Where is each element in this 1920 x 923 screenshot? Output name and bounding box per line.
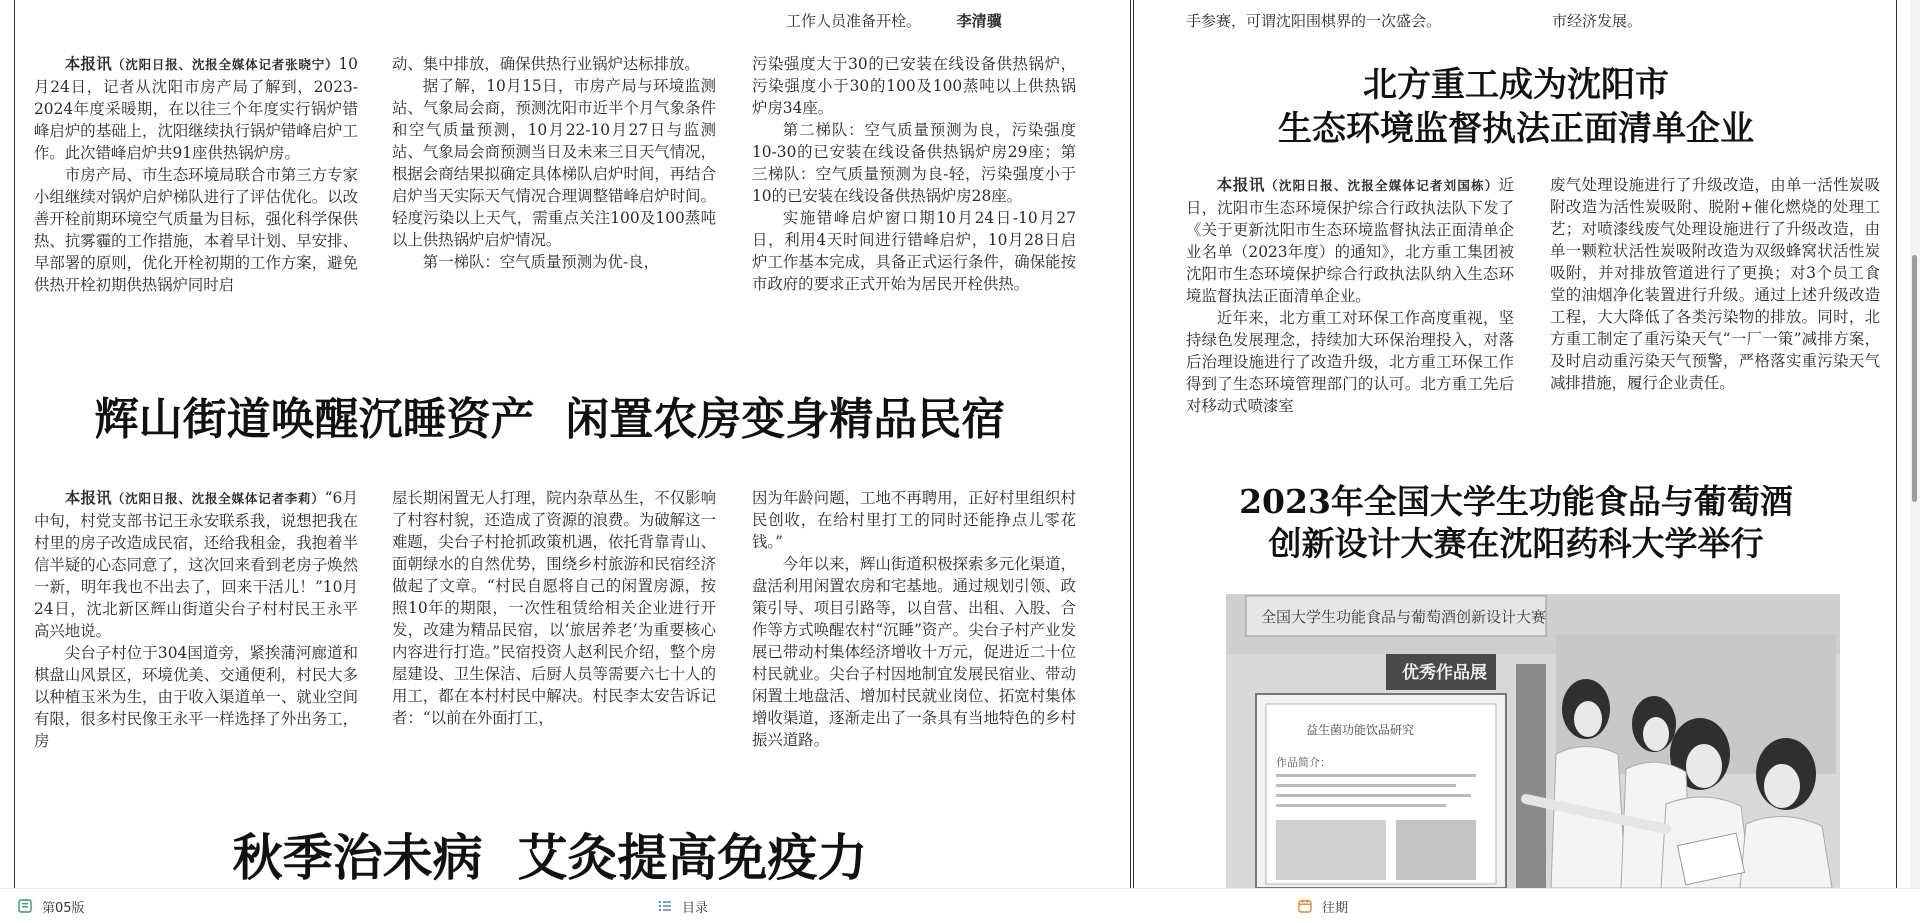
lead-marker: 本报讯 (64, 489, 112, 507)
heating-article-col3 (752, 53, 1076, 295)
photo-board-title: 益生菌功能饮品研究 (1306, 723, 1415, 737)
north-heavy-headline-line1: 北方重工成为沈阳市 (1363, 65, 1669, 105)
paragraph (1186, 307, 1514, 417)
contest-photo-illustration (1226, 594, 1840, 888)
paragraph-text: 实施错峰启炉窗口期10月24日-10月27日，利用4天时间进行错峰启炉，10月28日启炉工作基本完成，具备正式运行条件，确保能按市政府的要求正式开始为居民开栓供热。 (752, 209, 1076, 293)
top-left-snippet-text: 工作人员准备开栓。 (786, 12, 922, 30)
homestay-article-col3 (752, 487, 1076, 751)
edition-button[interactable] (18, 889, 85, 923)
paragraph (392, 487, 716, 729)
heating-article-col1 (34, 53, 358, 296)
north-heavy-headline-line2: 生态环境监督执法正面清单企业 (1278, 109, 1754, 149)
bottom-navigation-bar (0, 888, 1920, 923)
byline: （沈阳日报、沈报全媒体记者张晓宁） (111, 57, 339, 72)
paragraph (752, 553, 1076, 751)
paragraph (34, 164, 358, 296)
paragraph-text: “6月中旬，村党支部书记王永安联系我，说想把我在村里的房子改造成民宿，还给我租金，我抱着半信半疑的心态同意了，这次回来看到老房子焕然一新，明年我也不出去了，回来干活儿！”10月24日，沈北新区辉山街道尖台子村村民王永平高兴地说。 (34, 489, 358, 640)
paragraph-text: 尖台子村位于304国道旁，紧挨蒲河廊道和棋盘山风景区，环境优美、交通便利，村民大多以种植玉米为生，由于收入渠道单一、就业空间有限，很多村民像王永平一样选择了外出务工，房 (34, 644, 358, 750)
paragraph (34, 53, 358, 164)
past-issues-label: 往期 (1322, 900, 1349, 916)
contest-photo (1226, 594, 1840, 888)
scrollbar-thumb[interactable] (1912, 255, 1917, 502)
homestay-headline: 辉山街道唤醒沉睡资产 闲置农房变身精品民宿 (94, 394, 1006, 445)
homestay-article-col2 (392, 487, 716, 729)
north-heavy-article-col1 (1186, 174, 1514, 417)
paragraph (752, 53, 1076, 119)
paragraph-text: 屋长期闲置无人打理，院内杂草丛生，不仅影响了村容村貌，还造成了资源的浪费。为破解这一难题，尖台子村抢抓政策机遇，依托背靠青山、面朝绿水的自然优势，围绕乡村旅游和民宿经济做起了文章。“村民自愿将自己的闲置房源，按照10年的期限，一次性租赁给相关企业进行开发，改建为精品民宿，以‘旅居养老’为重要核心内容进行打造。”民宿投资人赵利民介绍，整个房屋建设、卫生保洁、后厨人员等需要六七十人的用工，都在本村村民中解决。村民李太安告诉记者：“以前在外面打工， (392, 489, 716, 727)
paragraph-text: 第二梯队：空气质量预测为良，污染强度10-30的已安装在线设备供热锅炉房29座；第三梯队：空气质量预测为良-轻，污染强度小于10的已安装在线设备供热锅炉房28座。 (752, 121, 1076, 205)
page-border-left (14, 0, 15, 888)
lead-marker: 本报讯 (1216, 176, 1266, 194)
list-icon (658, 899, 672, 913)
paragraph (392, 251, 716, 273)
lead-marker: 本报讯 (64, 55, 112, 73)
paragraph (392, 53, 716, 75)
page-divider-right (1133, 0, 1134, 888)
top-right-snippet-col2 (1552, 11, 1642, 31)
paragraph (752, 487, 1076, 553)
contents-button[interactable] (658, 889, 708, 923)
top-right-snippet-text-2: 市经济发展。 (1552, 12, 1643, 30)
paragraph-text: 近日，沈阳市生态环境保护综合行政执法队下发了《关于更新沈阳市生态环境监督执法正面清单企业名单（2023年度）的通知》，北方重工集团被沈阳市生态环境保护综合行政执法队纳入生态环境监督执法正面清单企业。 (1186, 176, 1514, 305)
heating-article-col2 (392, 53, 716, 273)
contest-headline-line1: 2023年全国大学生功能食品与葡萄酒 (1239, 482, 1793, 521)
past-issues-button[interactable] (1298, 889, 1348, 923)
paragraph-text: 近年来，北方重工对环保工作高度重视，坚持绿色发展理念，持续加大环保治理投入，对落后治理设施进行了改造升级，北方重工环保工作得到了生态环境管理部门的认可。北方重工先后对移动式喷漆室 (1186, 309, 1514, 415)
paragraph-text: 10月24日，记者从沈阳市房产局了解到，2023-2024年度采暖期，在以往三个年度实行锅炉错峰启炉的基础上，沈阳继续执行锅炉错峰启炉工作。此次错峰启炉共91座供热锅炉房。 (34, 55, 358, 162)
page-divider-left (1130, 0, 1131, 888)
paragraph (1550, 174, 1880, 394)
contents-label: 目录 (682, 900, 709, 916)
paragraph-text: 废气处理设施进行了升级改造，由单一活性炭吸附改造为活性炭吸附、脱附+催化燃烧的处理工艺；对喷漆线废气处理设施进行了升级改造，由单一颗粒状活性炭吸附改造为双级蜂窝状活性炭吸附，并对排放管道进行了更换；对3个员工食堂的油烟净化装置进行升级。通过上述升级改造工程，大大降低了各类污染物的排放。同时，北方重工制定了重污染天气“一厂一策”减排方案，及时启动重污染天气预警，严格落实重污染天气减排措施，履行企业责任。 (1550, 176, 1880, 392)
moxibustion-headline: 秋季治未病 艾灸提高免疫力 (232, 828, 868, 887)
paragraph-text: 今年以来，辉山街道积极探索多元化渠道，盘活利用闲置农房和宅基地。通过规划引领、政策引导、项目引路等，以自营、出租、入股、合作等方式唤醒农村“沉睡”资产。尖台子村产业发展已带动村集体经济增收十万元，促进近二十位村民就业。尖台子村因地制宜发展民宿业、带动闲置土地盘活、增加村民就业岗位、拓宽村集体增收渠道，逐渐走出了一条具有当地特色的乡村振兴道路。 (752, 555, 1076, 749)
paragraph (392, 75, 716, 251)
paragraph (34, 642, 358, 752)
paragraph-text: 市房产局、市生态环境局联合市第三方专家小组继续对锅炉启炉梯队进行了评估优化。以改善开栓前期环境空气质量为目标，强化科学保供热、抗雾霾的工作措施，本着早计划、早安排、早部署的原则，优化开栓初期的工作方案，避免供热开栓初期供热锅炉同时启 (34, 166, 358, 294)
byline: （沈阳日报、沈报全媒体记者李莉） (111, 491, 325, 506)
photo-sign-text: 优秀作品展 (1402, 663, 1487, 683)
calendar-icon (1298, 899, 1312, 913)
paragraph (752, 119, 1076, 207)
paragraph (34, 487, 358, 642)
paragraph-text: 动、集中排放，确保供热行业锅炉达标排放。 (392, 55, 700, 73)
paragraph (1186, 174, 1514, 307)
north-heavy-article-col2 (1550, 174, 1880, 394)
paragraph-text: 据了解，10月15日，市房产局与环境监测站、气象局会商，预测沈阳市近半个月气象条件和空气质量预测，10月22-10月27日与监测站、气象局会商预测当日及未来三日天气情况，根据会商结果拟确定具体梯队启炉时间，再结合启炉当天实际天气情况合理调整错峰启炉时间。轻度污染以上天气，需重点关注100及100蒸吨以上供热锅炉启炉情况。 (392, 77, 716, 249)
byline: （沈阳日报、沈报全媒体记者刘国栋） (1265, 178, 1499, 193)
page-scrollbar[interactable] (1910, 0, 1920, 888)
paragraph-text: 污染强度大于30的已安装在线设备供热锅炉，污染强度小于30的100及100蒸吨以上供热锅炉房34座。 (752, 55, 1076, 117)
edition-icon (18, 899, 32, 913)
contest-headline-line2: 创新设计大赛在沈阳药科大学举行 (1268, 524, 1764, 563)
edition-label: 第05版 (42, 900, 85, 916)
top-right-snippet-text: 手参赛，可谓沈阳围棋界的一次盛会。 (1186, 12, 1442, 30)
top-right-snippet-col1 (1186, 11, 1441, 31)
homestay-article-col1 (34, 487, 358, 752)
paragraph-text: 第一梯队：空气质量预测为优-良， (422, 253, 659, 271)
photo-board-label: 作品简介： (1276, 756, 1331, 769)
paragraph (752, 207, 1076, 295)
page-border-right (1896, 0, 1897, 888)
top-left-author: 李清骥 (956, 12, 1002, 30)
photo-banner-text: 全国大学生功能食品与葡萄酒创新设计大赛 (1261, 608, 1547, 626)
top-left-snippet (786, 11, 1002, 31)
paragraph-text: 因为年龄问题，工地不再聘用，正好村里组织村民创收，在给村里打工的同时还能挣点儿零花钱。” (752, 489, 1076, 551)
